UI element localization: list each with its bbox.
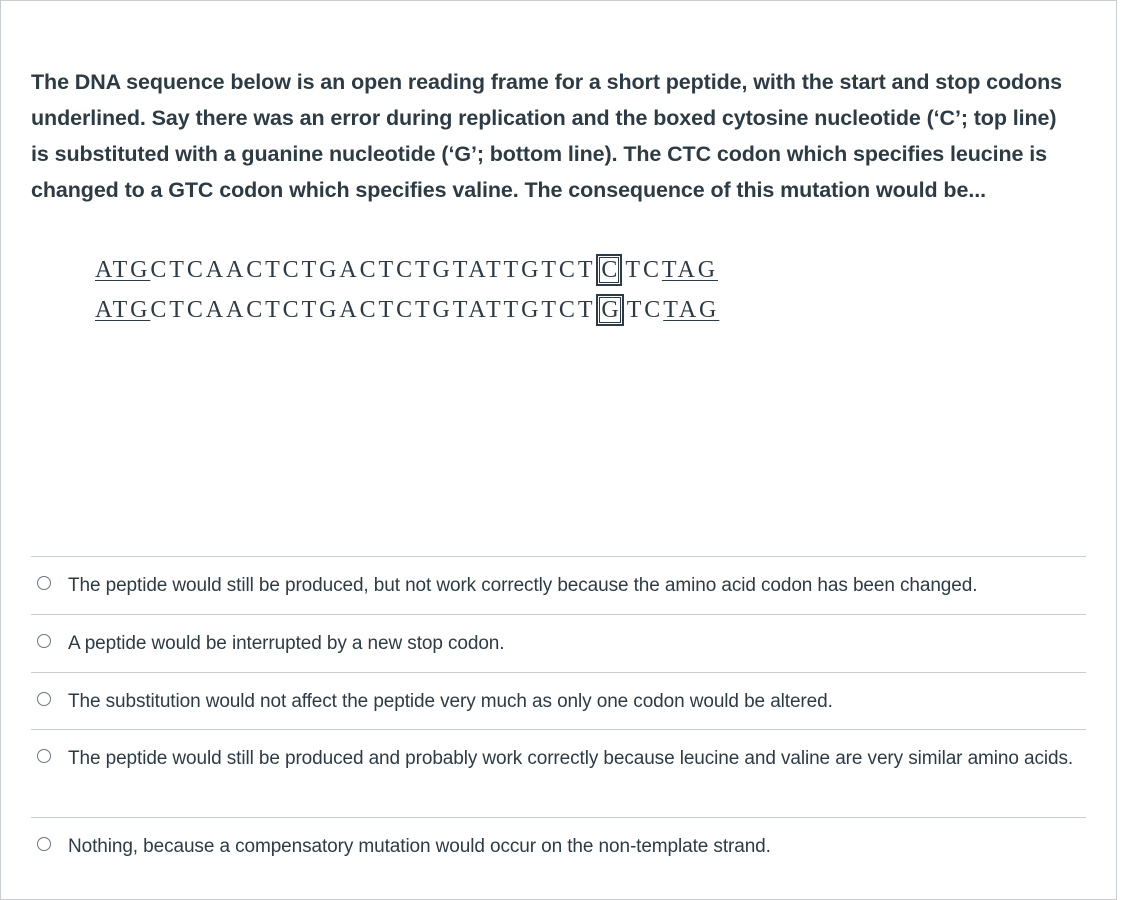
sequence-middle: CTCAACTCTGACTCTGTATTGTCT — [150, 257, 596, 283]
dna-sequence-block — [95, 250, 719, 330]
sequence-after-box: TC — [625, 257, 662, 283]
radio-button[interactable] — [37, 692, 51, 706]
answer-label[interactable]: The peptide would still be produced, but not work correctly because the amino acid codon has been changed. — [68, 575, 978, 596]
answer-label[interactable]: The substitution would not affect the peptide very much as only one codon would be altered. — [68, 691, 833, 712]
answer-option[interactable] — [31, 556, 1086, 614]
start-codon: ATG — [95, 257, 151, 283]
answer-label[interactable]: Nothing, because a compensatory mutation would occur on the non-template strand. — [68, 836, 771, 857]
stop-codon: TAG — [661, 257, 718, 283]
answer-option[interactable] — [31, 614, 1086, 672]
radio-button[interactable] — [37, 576, 51, 590]
answer-label[interactable]: A peptide would be interrupted by a new stop codon. — [68, 633, 505, 654]
sequence-after-box: TC — [626, 297, 664, 323]
answer-option[interactable] — [31, 729, 1086, 817]
dna-sequence-bottom — [95, 290, 719, 330]
stop-codon: TAG — [663, 297, 720, 323]
boxed-nucleotide — [596, 254, 622, 286]
boxed-nucleotide-letter: C — [601, 257, 618, 283]
answer-list — [31, 556, 1086, 873]
boxed-nucleotide-letter: G — [601, 297, 619, 323]
start-codon: ATG — [95, 297, 151, 323]
radio-button[interactable] — [37, 749, 51, 763]
dna-sequence-top — [95, 250, 719, 290]
answer-option[interactable] — [31, 817, 1086, 873]
answer-option[interactable] — [31, 672, 1086, 729]
radio-button[interactable] — [37, 634, 51, 648]
boxed-nucleotide — [596, 294, 623, 326]
answer-label[interactable]: The peptide would still be produced and probably work correctly because leucine and valine are very similar amino acids. — [68, 748, 1074, 769]
radio-button[interactable] — [37, 837, 51, 851]
question-text: The DNA sequence below is an open reading frame for a short peptide, with the start and stop codons underlined. Say there was an error during replication and the boxed cytosine nucleotide (‘C’; top line) is substituted with a guanine nucleotide (‘G’; bottom line). The CTC codon which specifies leucine is changed to a GTC codon which specifies valine. The consequence of this mutation would be... — [31, 70, 1063, 202]
sequence-middle: CTCAACTCTGACTCTGTATTGTCT — [150, 297, 596, 323]
